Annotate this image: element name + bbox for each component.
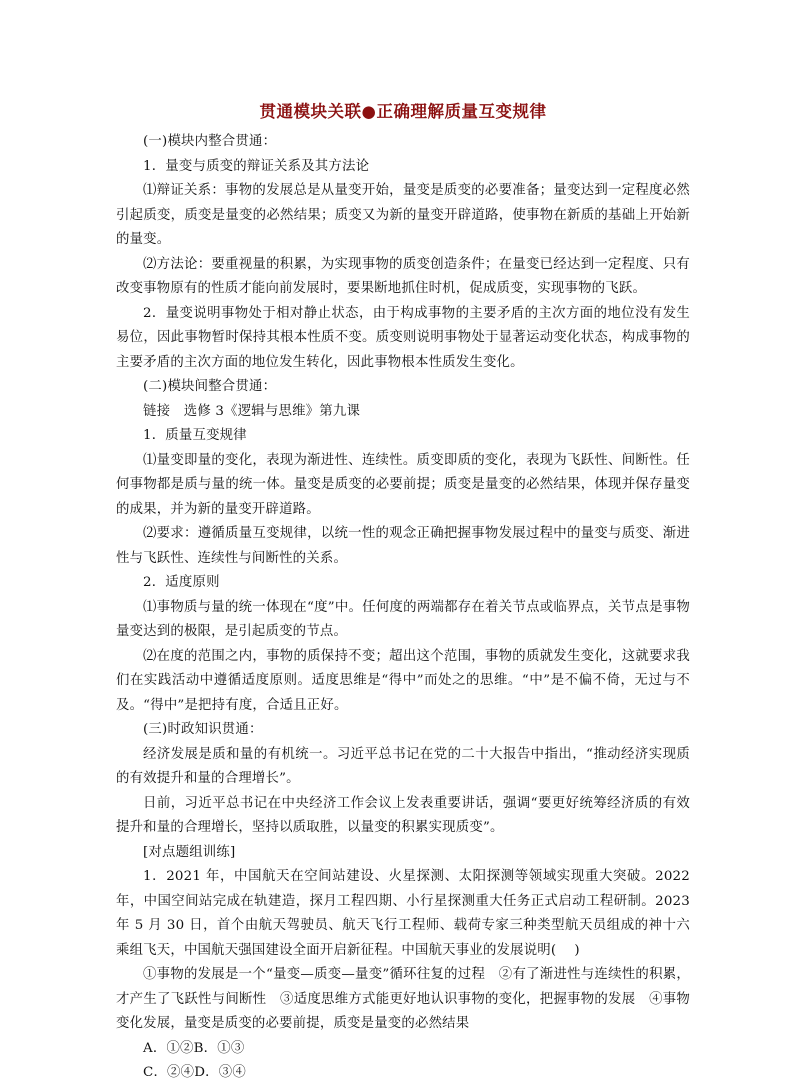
paragraph: 2．量变说明事物处于相对静止状态，由于构成事物的主要矛盾的主次方面的地位没有发生易位，因此事物暂时保持其根本性质不变。质变则说明事物处于显著运动变化状态，构成事物的主要矛盾的主次方面的地位发生转化，因此事物根本性质发生变化。 [116, 305, 690, 370]
paragraph: ⑵要求：遵循质量互变规律，以统一性的观念正确把握事物发展过程中的量变与质变、渐进性与飞跃性、连续性与间断性的关系。 [116, 526, 690, 566]
answer-options-row-2: C．②④D．③④ [143, 1065, 246, 1080]
paragraph: 日前，习近平总书记在中央经济工作会议上发表重要讲话，强调“要更好统筹经济质的有效提升和量的合理增长，坚持以质取胜，以量变的积累实现质变”。 [116, 795, 690, 835]
exercise-heading: [对点题组训练] [143, 844, 236, 860]
exercise-statements: ①事物的发展是一个“量变—质变—量变”循环往复的过程 ②有了渐进性与连续性的积累，才产生了飞跃性与间断性 ③适度思维方式能更好地认识事物的变化，把握事物的发展 ④事物变化发展，量变是质变的必要前提，质变是量变的必然结果 [116, 967, 690, 1031]
document-title: 贯通模块关联●正确理解质量互变规律 [259, 102, 547, 121]
paragraph: 经济发展是质和量的有机统一。习近平总书记在党的二十大报告中指出，“推动经济实现质的有效提升和量的合理增长”。 [116, 746, 690, 786]
paragraph: ⑴事物质与量的统一体现在“度”中。任何度的两端都存在着关节点或临界点，关节点是事物量变达到的极限，是引起质变的节点。 [116, 599, 690, 639]
subheading: 1．量变与质变的辩证关系及其方法论 [143, 158, 370, 174]
paragraph: ⑵在度的范围之内，事物的质保持不变；超出这个范围，事物的质就发生变化，这就要求我们在实践活动中遵循适度原则。适度思维是“得中”而处之的思维。“中”是不偏不倚，无过与不及。“得中”是把持有度，合适且正好。 [116, 648, 690, 713]
subheading: 2．适度原则 [143, 575, 220, 590]
section-heading-2: (二)模块间整合贯通： [143, 379, 277, 394]
exercise-question [116, 865, 690, 963]
question-close: ) [574, 942, 580, 958]
subheading: 1．质量互变规律 [143, 428, 247, 443]
paragraph: ⑴量变即量的变化，表现为渐进性、连续性。质变即质的变化，表现为飞跃性、间断性。任何事物都是质与量的统一体。量变是质变的必要前提；质变是量变的必然结果，体现并保存量变的成果，并为新的量变开辟道路。 [116, 452, 690, 517]
answer-options-row-1: A．①②B．①③ [143, 1040, 245, 1056]
question-text: 1．2021 年，中国航天在空间站建设、火星探测、太阳探测等领域实现重大突破。2022 年，中国空间站完成在轨建造，探月工程四期、小行星探测重大任务正式启动工程研制。2023 年 5 月 30 日，首个由航天驾驶员、航天飞行工程师、载荷专家三种类型航天员组成的神十六乘组飞天，中国航天强国建设全面开启新征程。中国航天事业的发展说明( [116, 869, 690, 958]
document-body [116, 98, 690, 1086]
section-heading-3: (三)时政知识贯通： [143, 722, 263, 737]
paragraph: ⑵方法论：要重视量的积累，为实现事物的质变创造条件；在量变已经达到一定程度、只有改变事物原有的性质才能向前发展时，要果断地抓住时机，促成质变，实现事物的飞跃。 [116, 256, 690, 296]
paragraph: ⑴辩证关系：事物的发展总是从量变开始，量变是质变的必要准备；量变达到一定程度必然引起质变，质变是量变的必然结果；质变又为新的量变开辟道路，使事物在新质的基础上开始新的量变。 [116, 183, 690, 247]
section-heading-1: (一)模块内整合贯通： [143, 134, 277, 149]
link-reference: 链接 选修 3《逻辑与思维》第九课 [143, 403, 361, 419]
